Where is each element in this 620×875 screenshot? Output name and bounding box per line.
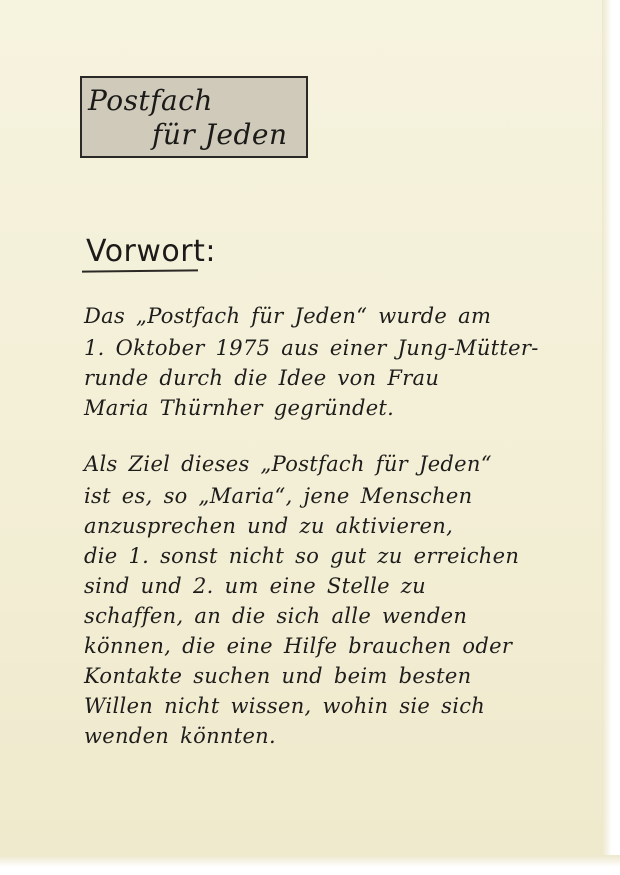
paragraph-2-line-8: Kontakte suchen und beim besten <box>84 664 472 688</box>
paragraph-2-line-5: sind und 2. um eine Stelle zu <box>84 574 426 598</box>
title-line-1: Postfach <box>88 84 213 117</box>
paragraph-2-line-1: Als Ziel dieses „Postfach für Jeden“ <box>84 452 492 476</box>
paragraph-1-line-1: Das „Postfach für Jeden“ wurde am <box>84 304 492 328</box>
paragraph-2-line-7: können, die eine Hilfe brauchen oder <box>84 634 513 658</box>
paragraph-1-line-4: Maria Thürnher gegründet. <box>84 396 395 420</box>
page-edge-right <box>602 0 620 875</box>
title-line-2: für Jeden <box>152 118 288 151</box>
paragraph-1-line-3: runde durch die Idee von Frau <box>84 366 440 390</box>
paragraph-2-line-6: schaffen, an die sich alle wenden <box>84 604 468 628</box>
title-box <box>80 76 308 158</box>
page-edge-bottom <box>0 855 620 875</box>
paragraph-2-line-2: ist es, so „Maria“, jene Menschen <box>84 484 473 508</box>
paragraph-2-line-10: wenden könnten. <box>84 724 276 748</box>
heading-underline <box>82 269 198 272</box>
paragraph-2-line-4: die 1. sonst nicht so gut zu erreichen <box>84 544 520 568</box>
paragraph-1-line-2: 1. Oktober 1975 aus einer Jung-Mütter- <box>84 336 539 360</box>
paragraph-2-line-9: Willen nicht wissen, wohin sie sich <box>84 694 486 718</box>
page-heading: Vorwort: <box>86 234 216 269</box>
paragraph-2-line-3: anzusprechen und zu aktivieren, <box>84 514 454 538</box>
